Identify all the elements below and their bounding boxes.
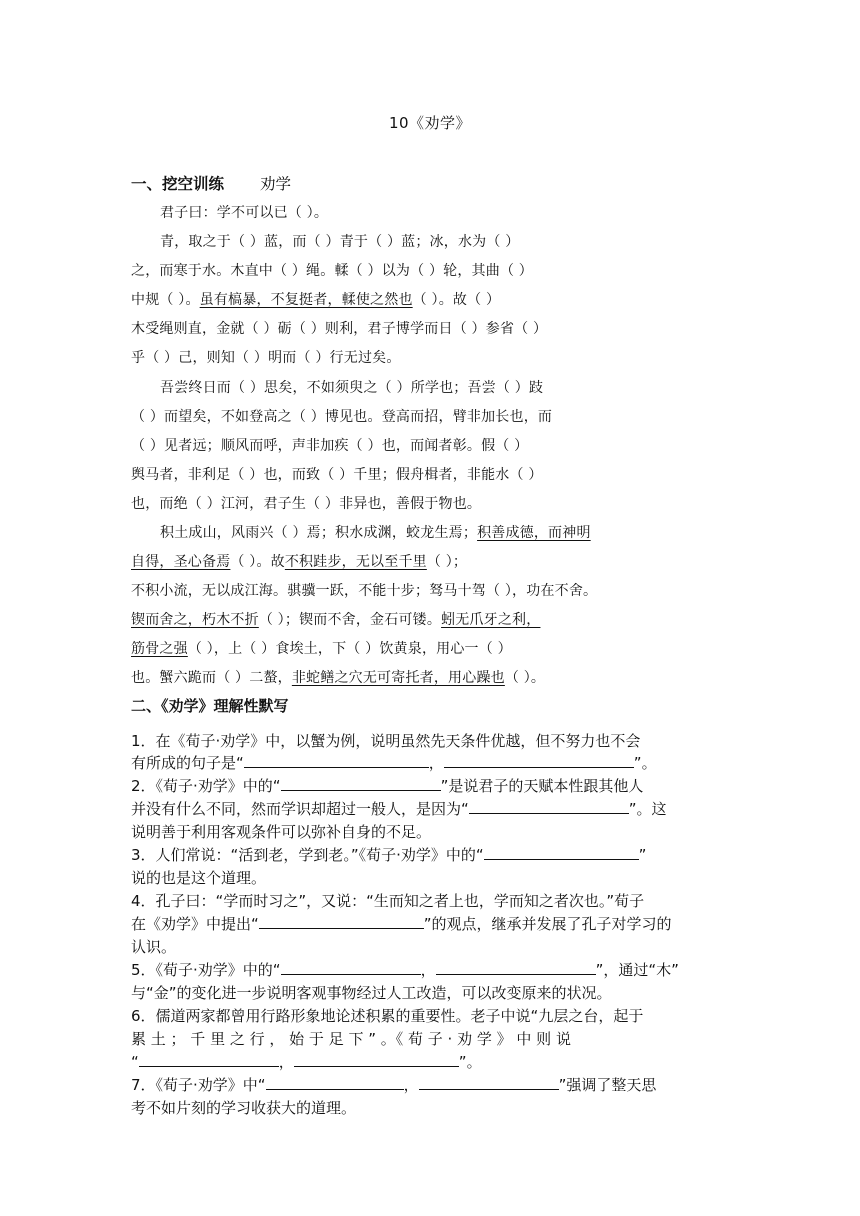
text-line: 不积小流，无以成江海。骐骥一跃，不能十步；驽马十驾（ ），功在不舍。: [131, 583, 598, 599]
section-1-heading-text: 一、挖空训练: [131, 175, 225, 193]
question-5-line: [131, 959, 731, 980]
text-segment: ”。: [633, 754, 657, 772]
text-segment: ，: [278, 1053, 294, 1071]
question-6-line: 6．儒道两家都曾用行路形象地论述积累的重要性。老子中说“九层之台，起于: [131, 1007, 644, 1025]
underlined-quote: 不积跬步，无以至千里: [284, 554, 427, 570]
question-1-line: [131, 752, 731, 773]
text-line: 也，而绝（ ）江河，君子生（ ）非异也，善假于物也。: [131, 496, 482, 512]
question-5-line: 与“金”的变化进一步说明客观事物经过人工改造，可以改变原来的状况。: [131, 984, 612, 1002]
text-segment: 并没有什么不同，然而学识却超过一般人，是因为“: [131, 800, 469, 818]
question-1-line: 1．在《荀子·劝学》中，以蟹为例，说明虽然先天条件优越，但不努力也不会: [131, 732, 641, 750]
text-line: [160, 522, 760, 542]
question-2-line: [131, 775, 731, 796]
text-line: [131, 609, 731, 629]
text-line: [131, 289, 731, 309]
underlined-quote: 锲而舍之，朽木不折: [131, 612, 259, 628]
answer-blank[interactable]: [244, 753, 429, 768]
text-line: [131, 551, 731, 571]
question-3-line: 说的也是这个道理。: [131, 869, 267, 887]
text-segment: ”是说君子的天赋本性跟其他人: [440, 777, 644, 795]
text-segment: （ ）。故（ ）: [412, 292, 501, 308]
answer-blank[interactable]: [469, 799, 629, 814]
text-segment: （ ）。故: [230, 554, 285, 570]
text-line: （ ）见者远；顺风而呼，声非加疾（ ）也，而闻者彰。假（ ）: [131, 438, 529, 454]
question-6-line: [131, 1051, 731, 1072]
question-4-line: 认识。: [131, 938, 177, 956]
answer-blank[interactable]: [294, 1052, 459, 1067]
underlined-quote: 筋骨之强: [131, 641, 188, 657]
text-segment: ”。: [458, 1053, 482, 1071]
underlined-quote: 非蛇鳝之穴无可寄托者，用心躁也: [291, 670, 505, 686]
text-segment: 中规（ ）。: [131, 292, 200, 308]
text-segment: （ ）；: [426, 554, 468, 570]
answer-blank[interactable]: [444, 753, 634, 768]
answer-blank[interactable]: [266, 1075, 404, 1090]
question-2-line: 说明善于利用客观条件可以弥补自身的不足。: [131, 823, 432, 841]
underlined-quote: 积善成德，而神明: [477, 525, 591, 541]
question-2-line: [131, 798, 731, 819]
question-6-line: 累 土 ； 千 里 之 行 ， 始 于 足 下 ” 。《 荀 子 · 劝 学 》 中 则 说: [131, 1030, 571, 1048]
text-line: 舆马者，非利足（ ）也，而致（ ）千里；假舟楫者，非能水（ ）: [131, 467, 543, 483]
text-segment: 也。蟹六跪而（ ）二螯，: [131, 670, 292, 686]
text-segment: 积土成山，风雨兴（ ）焉；积水成渊，蛟龙生焉；: [160, 525, 478, 541]
question-4-line: [131, 913, 731, 934]
text-line: 乎（ ）己，则知（ ）明而（ ）行无过矣。: [131, 350, 401, 366]
answer-blank[interactable]: [281, 776, 441, 791]
text-segment: 2．《荀子·劝学》中的“: [131, 777, 281, 795]
question-3-line: [131, 844, 731, 865]
question-7-line: [131, 1074, 731, 1095]
answer-blank[interactable]: [484, 845, 639, 860]
section-1-heading: [131, 172, 291, 194]
text-line: 木受绳则直，金就（ ）砺（ ）则利，君子博学而日（ ）参省（ ）: [131, 321, 548, 337]
section-1-subtitle: 劝学: [260, 175, 292, 193]
text-segment: 7．《荀子·劝学》中“: [131, 1076, 266, 1094]
text-segment: 5．《荀子·劝学》中的“: [131, 961, 281, 979]
question-4-line: 4．孔子曰：“学而时习之”，又说：“生而知之者上也，学而知之者次也。”荀子: [131, 892, 645, 910]
answer-blank[interactable]: [281, 960, 421, 975]
text-segment: ”的观点，继承并发展了孔子对学习的: [423, 915, 672, 933]
underlined-quote: 蚓无爪牙之利，: [441, 612, 541, 628]
text-segment: 在《劝学》中提出“: [131, 915, 259, 933]
section-2-heading: 二、《劝学》理解性默写: [131, 697, 289, 715]
text-segment: ”: [638, 846, 647, 864]
text-segment: “: [131, 1053, 139, 1071]
text-segment: （ ）；锲而不舍，金石可镂。: [258, 612, 442, 628]
text-segment: ，: [403, 1076, 419, 1094]
text-line: 之，而寒于水。木直中（ ）绳。輮（ ）以为（ ）轮，其曲（ ）: [131, 263, 533, 279]
text-segment: ”，通过“木”: [595, 961, 679, 979]
answer-blank[interactable]: [419, 1075, 559, 1090]
text-segment: （ ），上（ ）食埃土，下（ ）饮黄泉，用心一（ ）: [187, 641, 512, 657]
text-line: [131, 638, 731, 658]
underlined-quote: 自得，圣心备焉: [131, 554, 231, 570]
text-line: 青，取之于（ ）蓝，而（ ）青于（ ）蓝；冰，水为（ ）: [160, 234, 520, 250]
text-segment: 有所成的句子是“: [131, 754, 244, 772]
question-7-line: 考不如片刻的学习收获大的道理。: [131, 1099, 357, 1117]
text-segment: ”强调了整天思: [558, 1076, 657, 1094]
text-segment: （ ）。: [504, 670, 546, 686]
text-line: （ ）而望矣，不如登高之（ ）博见也。登高而招，臂非加长也，而: [131, 409, 553, 425]
text-segment: 3．人们常说：“活到老，学到老。”《荀子·劝学》中的“: [131, 846, 484, 864]
text-segment: ，: [420, 961, 436, 979]
answer-blank[interactable]: [139, 1052, 279, 1067]
text-line: 君子曰：学不可以已（ ）。: [160, 205, 329, 221]
text-line: [131, 667, 731, 687]
page-title: 10《劝学》: [388, 114, 472, 132]
text-segment: ，: [428, 754, 444, 772]
answer-blank[interactable]: [259, 914, 424, 929]
text-segment: ”。这: [628, 800, 667, 818]
text-line: 吾尝终日而（ ）思矣，不如须臾之（ ）所学也；吾尝（ ）跂: [160, 380, 544, 396]
underlined-quote: 虽有槁暴，不复挺者，輮使之然也: [199, 292, 413, 308]
answer-blank[interactable]: [436, 960, 596, 975]
